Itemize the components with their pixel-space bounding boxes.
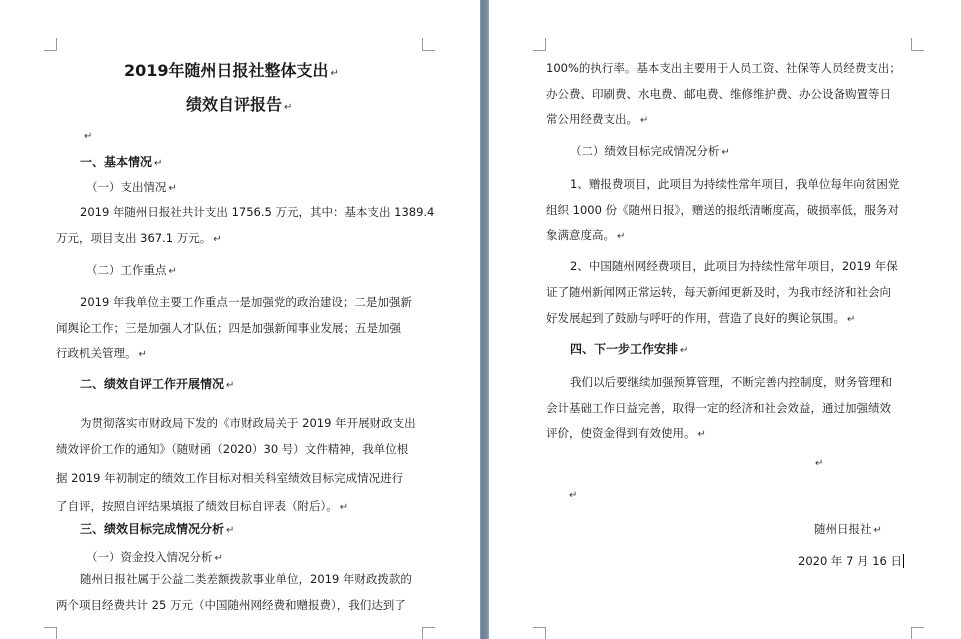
signature-organization: 随州日报社 ↵ (814, 522, 882, 536)
goal-item-1-line: 组织 1000 份《随州日报》，赠送的报纸清晰度高，破损率低，服务对 (546, 203, 899, 217)
subheading-expense: （一）支出情况 ↵ (86, 180, 177, 194)
signature-date: 2020 年 7 月 16 日 (798, 554, 902, 568)
crop-mark-top-left (44, 38, 57, 51)
goal-item-2-line: 2、中国随州网经费项目，此项目为持续性常年项目，2019 年保 (570, 259, 898, 273)
crop-mark-bottom-left (44, 627, 57, 639)
funds-line: 两个项目经费共计 25 万元（中国随州网经费和赠报费），我们达到了 (56, 598, 406, 612)
expense-line: 万元，项目支出 367.1 万元。 ↵ (56, 231, 222, 245)
crop-mark-bottom-right (911, 627, 924, 639)
page-gutter (480, 0, 489, 639)
expense-line: 2019 年随州日报社共计支出 1756.5 万元，其中：基本支出 1389.4 (80, 205, 435, 219)
continued-line: 办公费、印刷费、水电费、邮电费、维修维护费、办公设备购置等日 (546, 87, 891, 101)
evaluation-line: 绩效评价工作的通知》（随财函（2020）30 号）文件精神，我单位根 (56, 442, 409, 456)
evaluation-line: 为贯彻落实市财政局下发的《市财政局关于 2019 年开展财政支出 (80, 416, 416, 430)
crop-mark-top-right (422, 38, 435, 51)
evaluation-line: 据 2019 年初制定的绩效工作目标对相关科室绩效目标完成情况进行 (56, 471, 404, 485)
next-steps-line: 会计基础工作日益完善，取得一定的经济和社会效益，通过加强绩效 (546, 401, 891, 415)
subheading-funds: （一）资金投入情况分析 ↵ (86, 550, 223, 564)
document-page-right (489, 0, 961, 639)
title-line-1: 2019年随州日报社整体支出 ↵ (124, 61, 339, 80)
text-cursor (903, 554, 904, 568)
crop-mark-top-left (533, 38, 546, 51)
title-line-2: 绩效自评报告 ↵ (186, 95, 293, 114)
continued-line: 100%的执行率。基本支出主要用于人员工资、社保等人员经费支出； (546, 61, 901, 75)
goal-item-2-line: 好发展起到了鼓励与呼吁的作用，营造了良好的舆论氛围。 ↵ (546, 311, 856, 325)
goal-item-2-line: 证了随州新闻网正常运转，每天新闻更新及时，为我市经济和社会向 (546, 285, 891, 299)
empty-paragraph-mark: ↵ (84, 131, 93, 142)
heading-next-steps: 四、下一步工作安排 ↵ (570, 342, 689, 356)
heading-goal-analysis: 三、绩效目标完成情况分析 ↵ (80, 522, 235, 536)
heading-basic-info: 一、基本情况 ↵ (80, 155, 163, 169)
next-steps-line: 我们以后要继续加强预算管理，不断完善内控制度，财务管理和 (570, 375, 892, 389)
funds-line: 随州日报社属于公益二类差额拨款事业单位，2019 年财政拨款的 (80, 572, 412, 586)
evaluation-line: 了自评，按照自评结果填报了绩效目标自评表（附后）。 ↵ (56, 499, 349, 513)
subheading-goal-completion: （二）绩效目标完成情况分析 ↵ (570, 144, 730, 158)
subheading-work-focus: （二）工作重点 ↵ (86, 263, 177, 277)
focus-line: 闻舆论工作；三是加强人才队伍；四是加强新闻事业发展；五是加强 (56, 321, 401, 335)
goal-item-1-line: 象满意度高。 ↵ (546, 228, 626, 242)
crop-mark-bottom-left (533, 627, 546, 639)
focus-line: 2019 年我单位主要工作重点一是加强党的政治建设；二是加强新 (80, 295, 412, 309)
focus-line: 行政机关管理。 ↵ (56, 346, 147, 360)
document-page-left (0, 0, 480, 639)
crop-mark-top-right (911, 38, 924, 51)
empty-paragraph-mark: ↵ (815, 458, 824, 469)
goal-item-1-line: 1、赠报费项目，此项目为持续性常年项目，我单位每年向贫困党 (570, 177, 900, 191)
crop-mark-bottom-right (422, 627, 435, 639)
empty-paragraph-mark: ↵ (569, 490, 578, 501)
heading-self-evaluation: 二、绩效自评工作开展情况 ↵ (80, 377, 235, 391)
next-steps-line: 评价，使资金得到有效使用。 ↵ (546, 426, 706, 440)
continued-line: 常公用经费支出。 ↵ (546, 112, 649, 126)
